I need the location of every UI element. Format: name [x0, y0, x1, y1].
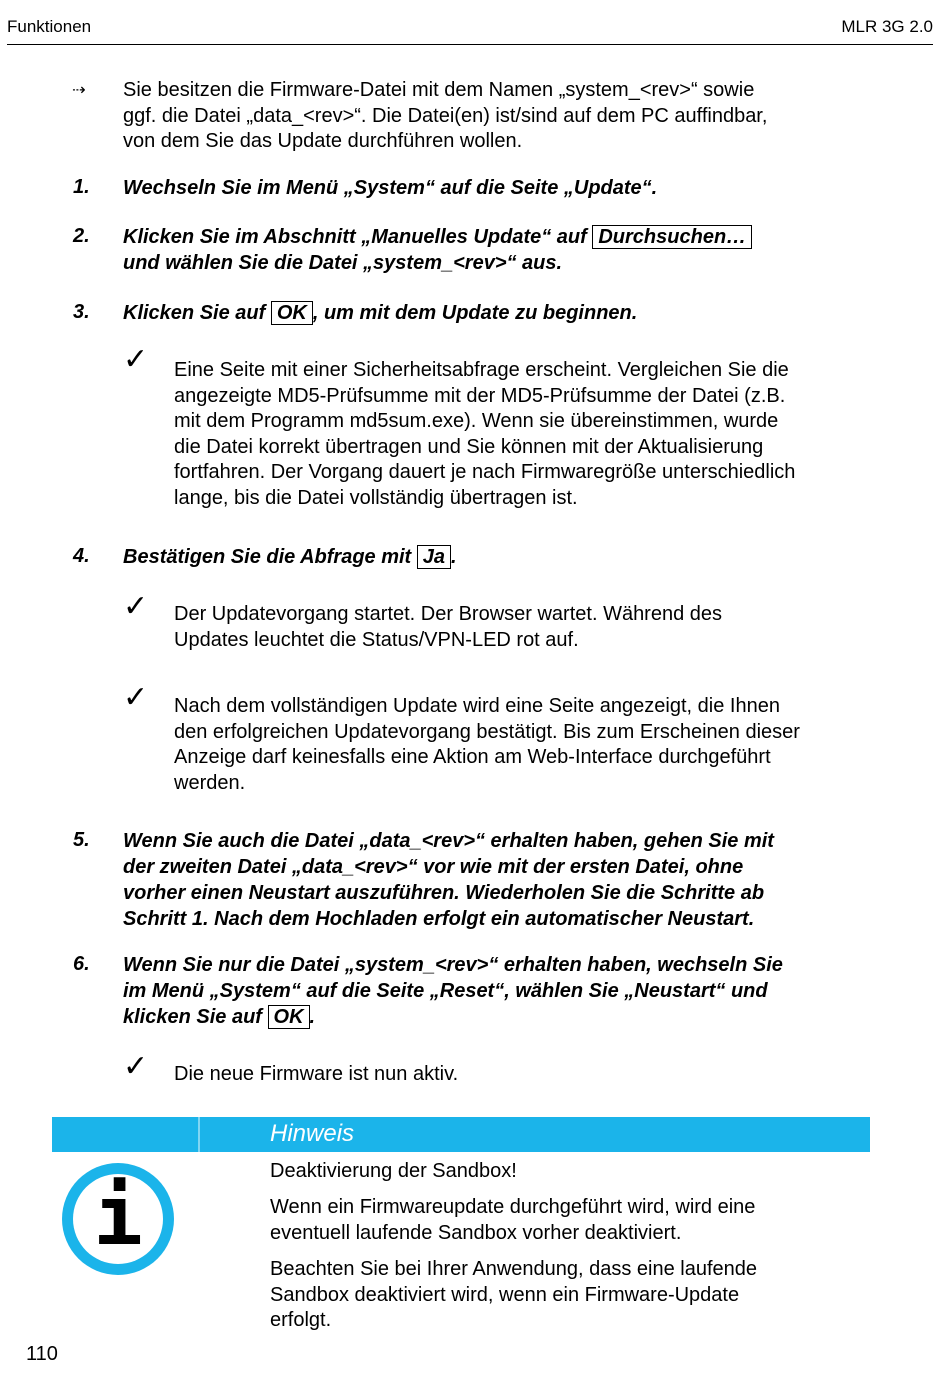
step-line: der zweiten Datei „data_<rev>“ vor wie mit der ersten Datei, ohne: [123, 856, 744, 878]
result-4-text: [174, 1062, 884, 1088]
info-icon: [62, 1163, 174, 1275]
step-3-post: , um mit dem Update zu beginnen.: [312, 302, 638, 324]
note-line: Beachten Sie bei Ihrer Anwendung, dass eine laufende: [270, 1258, 758, 1280]
step-6-post: .: [309, 1006, 316, 1028]
note-line: erfolgt.: [270, 1309, 332, 1331]
step-4-pre: Bestätigen Sie die Abfrage mit: [123, 546, 417, 568]
note-paragraph-1: [270, 1195, 850, 1246]
ok-button[interactable]: OK: [271, 301, 313, 325]
checkmark-icon: ✓: [123, 589, 149, 624]
intro-line: Sie besitzen die Firmware-Datei mit dem Namen „system_<rev>“ sowie: [123, 79, 755, 101]
step-4-text: [123, 544, 883, 570]
ja-button[interactable]: Ja: [417, 545, 451, 569]
header-section: Funktionen: [7, 17, 92, 36]
step-line: Wenn Sie nur die Datei „system_<rev>“ erhalten haben, wechseln Sie: [123, 954, 783, 976]
step-4-post: .: [451, 546, 457, 568]
step-6-pre: klicken Sie auf: [123, 1006, 268, 1028]
result-2-text: [174, 602, 884, 653]
note-line: eventuell laufende Sandbox vorher deaktiviert.: [270, 1221, 682, 1244]
arrow-icon: ⇢: [72, 82, 86, 99]
step-5-text: [123, 828, 883, 932]
step-6-number: 6.: [73, 953, 90, 975]
step-1-number: 1.: [73, 176, 90, 198]
note-paragraph-2: [270, 1257, 850, 1334]
result-line: mit dem Programm md5sum.exe). Wenn sie übereinstimmen, wurde: [174, 410, 779, 432]
step-2-text: [123, 224, 883, 276]
note-header-bar: [52, 1117, 870, 1152]
result-line: lange, bis die Datei vollständig übertragen ist.: [174, 486, 578, 509]
step-line: vorher einen Neustart auszuführen. Wiederholen Sie die Schritte ab: [123, 882, 765, 904]
ok-button[interactable]: OK: [268, 1005, 310, 1029]
step-4-number: 4.: [73, 545, 90, 567]
result-line: den erfolgreichen Updatevorgang bestätigt. Bis zum Erscheinen dieser: [174, 720, 800, 743]
step-3-number: 3.: [73, 301, 90, 323]
result-line: Updates leuchtet die Status/VPN-LED rot auf.: [174, 628, 579, 651]
header-product: MLR 3G 2.0: [841, 17, 933, 36]
step-2-number: 2.: [73, 225, 90, 247]
checkmark-icon: ✓: [123, 1049, 149, 1084]
checkmark-icon: ✓: [123, 342, 149, 377]
result-line: Nach dem vollständigen Update wird eine Seite angezeigt, die Ihnen: [174, 695, 780, 717]
step-6-text: [123, 952, 883, 1030]
page-header: [7, 17, 933, 45]
checkmark-icon: ✓: [123, 680, 149, 715]
result-3-text: [174, 694, 884, 796]
intro-text: [123, 78, 903, 155]
step-3-pre: Klicken Sie auf: [123, 302, 271, 324]
note-line: Sandbox deaktiviert wird, wenn ein Firmware-Update: [270, 1283, 740, 1306]
browse-button[interactable]: Durchsuchen…: [592, 225, 752, 249]
result-line: angezeigte MD5-Prüfsumme mit der MD5-Prüfsumme der Datei (z.B.: [174, 384, 786, 407]
step-2-pre: Klicken Sie im Abschnitt „Manuelles Update“ auf: [123, 226, 593, 248]
note-bar-divider: [198, 1117, 200, 1152]
step-2-line2: und wählen Sie die Datei „system_<rev>“ aus.: [123, 252, 563, 274]
result-line: Eine Seite mit einer Sicherheitsabfrage erscheint. Vergleichen Sie die: [174, 359, 789, 381]
step-line: Wenn Sie auch die Datei „data_<rev>“ erhalten haben, gehen Sie mit: [123, 830, 774, 852]
result-line: die Datei korrekt übertragen und Sie können mit der Aktualisierung: [174, 435, 764, 458]
page-number: 110: [26, 1343, 58, 1365]
result-line: werden.: [174, 771, 246, 794]
result-1-text: [174, 358, 884, 511]
note-title: Hinweis: [270, 1120, 355, 1147]
info-icon-inner: [73, 1169, 163, 1264]
note-line: Wenn ein Firmwareupdate durchgeführt wird, wird eine: [270, 1196, 756, 1218]
result-line: Die neue Firmware ist nun aktiv.: [174, 1063, 459, 1085]
step-5-number: 5.: [73, 829, 90, 851]
result-line: Der Updatevorgang startet. Der Browser wartet. Während des: [174, 603, 723, 625]
step-3-text: [123, 300, 883, 326]
intro-line: ggf. die Datei „data_<rev>“. Die Datei(en) ist/sind auf dem PC auffindbar,: [123, 104, 768, 127]
result-line: fortfahren. Der Vorgang dauert je nach Firmwaregröße unterschiedlich: [174, 461, 796, 483]
result-line: Anzeige darf keinesfalls eine Aktion am Web-Interface durchgeführt: [174, 746, 771, 768]
step-line: Schritt 1. Nach dem Hochladen erfolgt ein automatischer Neustart.: [123, 908, 755, 930]
note-heading: Deaktivierung der Sandbox!: [270, 1160, 517, 1182]
step-line: im Menü „System“ auf die Seite „Reset“, wählen Sie „Neustart“ und: [123, 980, 768, 1002]
step-1-text: Wechseln Sie im Menü „System“ auf die Seite „Update“.: [123, 177, 658, 199]
intro-line: von dem Sie das Update durchführen wollen.: [123, 130, 523, 152]
info-icon-glyph: i: [93, 1169, 143, 1264]
